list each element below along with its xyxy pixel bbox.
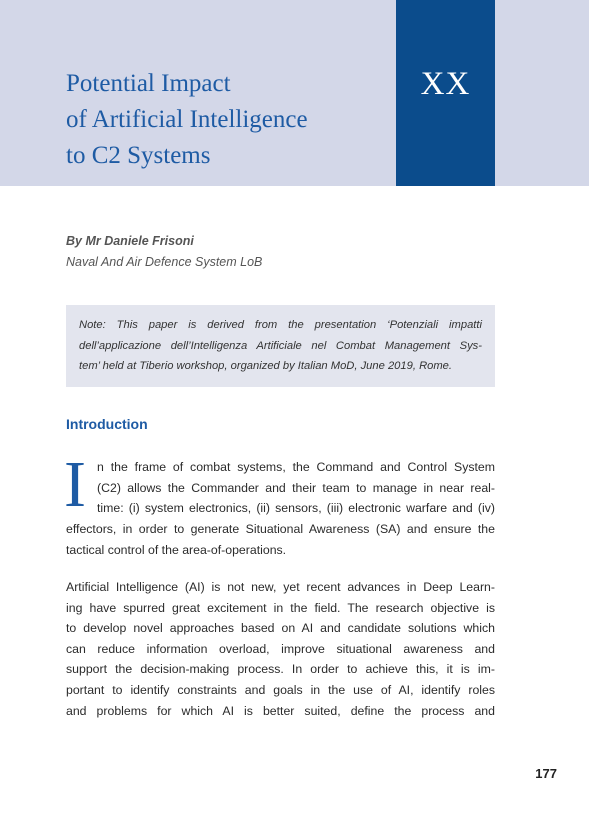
- paragraph-line: (C2) allows the Commander and their team to manage in near real-: [97, 480, 495, 495]
- paragraph-2: [66, 577, 495, 721]
- paragraph-line: n the frame of combat systems, the Command and Control System: [97, 460, 495, 474]
- paragraph-line: Artificial Intelligence (AI) is not new, yet recent advances in Deep Learn-: [66, 580, 495, 594]
- page-number: 177: [535, 766, 557, 781]
- title-line: Potential Impact: [66, 70, 231, 97]
- paragraph-line: tactical control of the area-of-operations.: [66, 542, 287, 557]
- title-line: to C2 Systems: [66, 142, 211, 169]
- paragraph-1-indented: [97, 457, 495, 519]
- paragraph-line: to develop novel approaches based on AI and candidate solutions which: [66, 621, 495, 636]
- chapter-number-box: [396, 0, 495, 186]
- note-line: tem’ held at Tiberio workshop, organized by Italian MoD, June 2019, Rome.: [79, 360, 453, 372]
- note-line: dell’applicazione dell’Intelligenza Artificiale nel Combat Management Sys-: [79, 339, 482, 352]
- author-affiliation: Naval And Air Defence System LoB: [66, 255, 263, 269]
- paragraph-line: ing have spurred great excitement in the field. The research objective is: [66, 600, 495, 615]
- chapter-title: [66, 66, 386, 174]
- paragraph-line: support the decision-making process. In order to achieve this, it is im-: [66, 662, 495, 677]
- paragraph-line: can reduce information overload, improve situational awareness and: [66, 641, 495, 656]
- paragraph-line: effectors, in order to generate Situational Awareness (SA) and ensure the: [66, 522, 495, 536]
- paragraph-1-continued: [66, 519, 495, 560]
- note-box: [66, 305, 495, 387]
- drop-cap: I: [64, 448, 86, 521]
- chapter-number: XX: [420, 66, 471, 102]
- section-heading: Introduction: [66, 416, 148, 432]
- note-line: Note: This paper is derived from the presentation ‘Potenziali impatti: [79, 319, 482, 331]
- author-name: By Mr Daniele Frisoni: [66, 234, 194, 248]
- title-line: of Artificial Intelligence: [66, 106, 308, 133]
- paragraph-line: and problems for which AI is better suited, define the process and: [66, 703, 495, 718]
- paragraph-line: portant to identify constraints and goals in the use of AI, identify roles: [66, 682, 495, 697]
- paragraph-line: time: (i) system electronics, (ii) sensors, (iii) electronic warfare and (iv): [97, 501, 495, 516]
